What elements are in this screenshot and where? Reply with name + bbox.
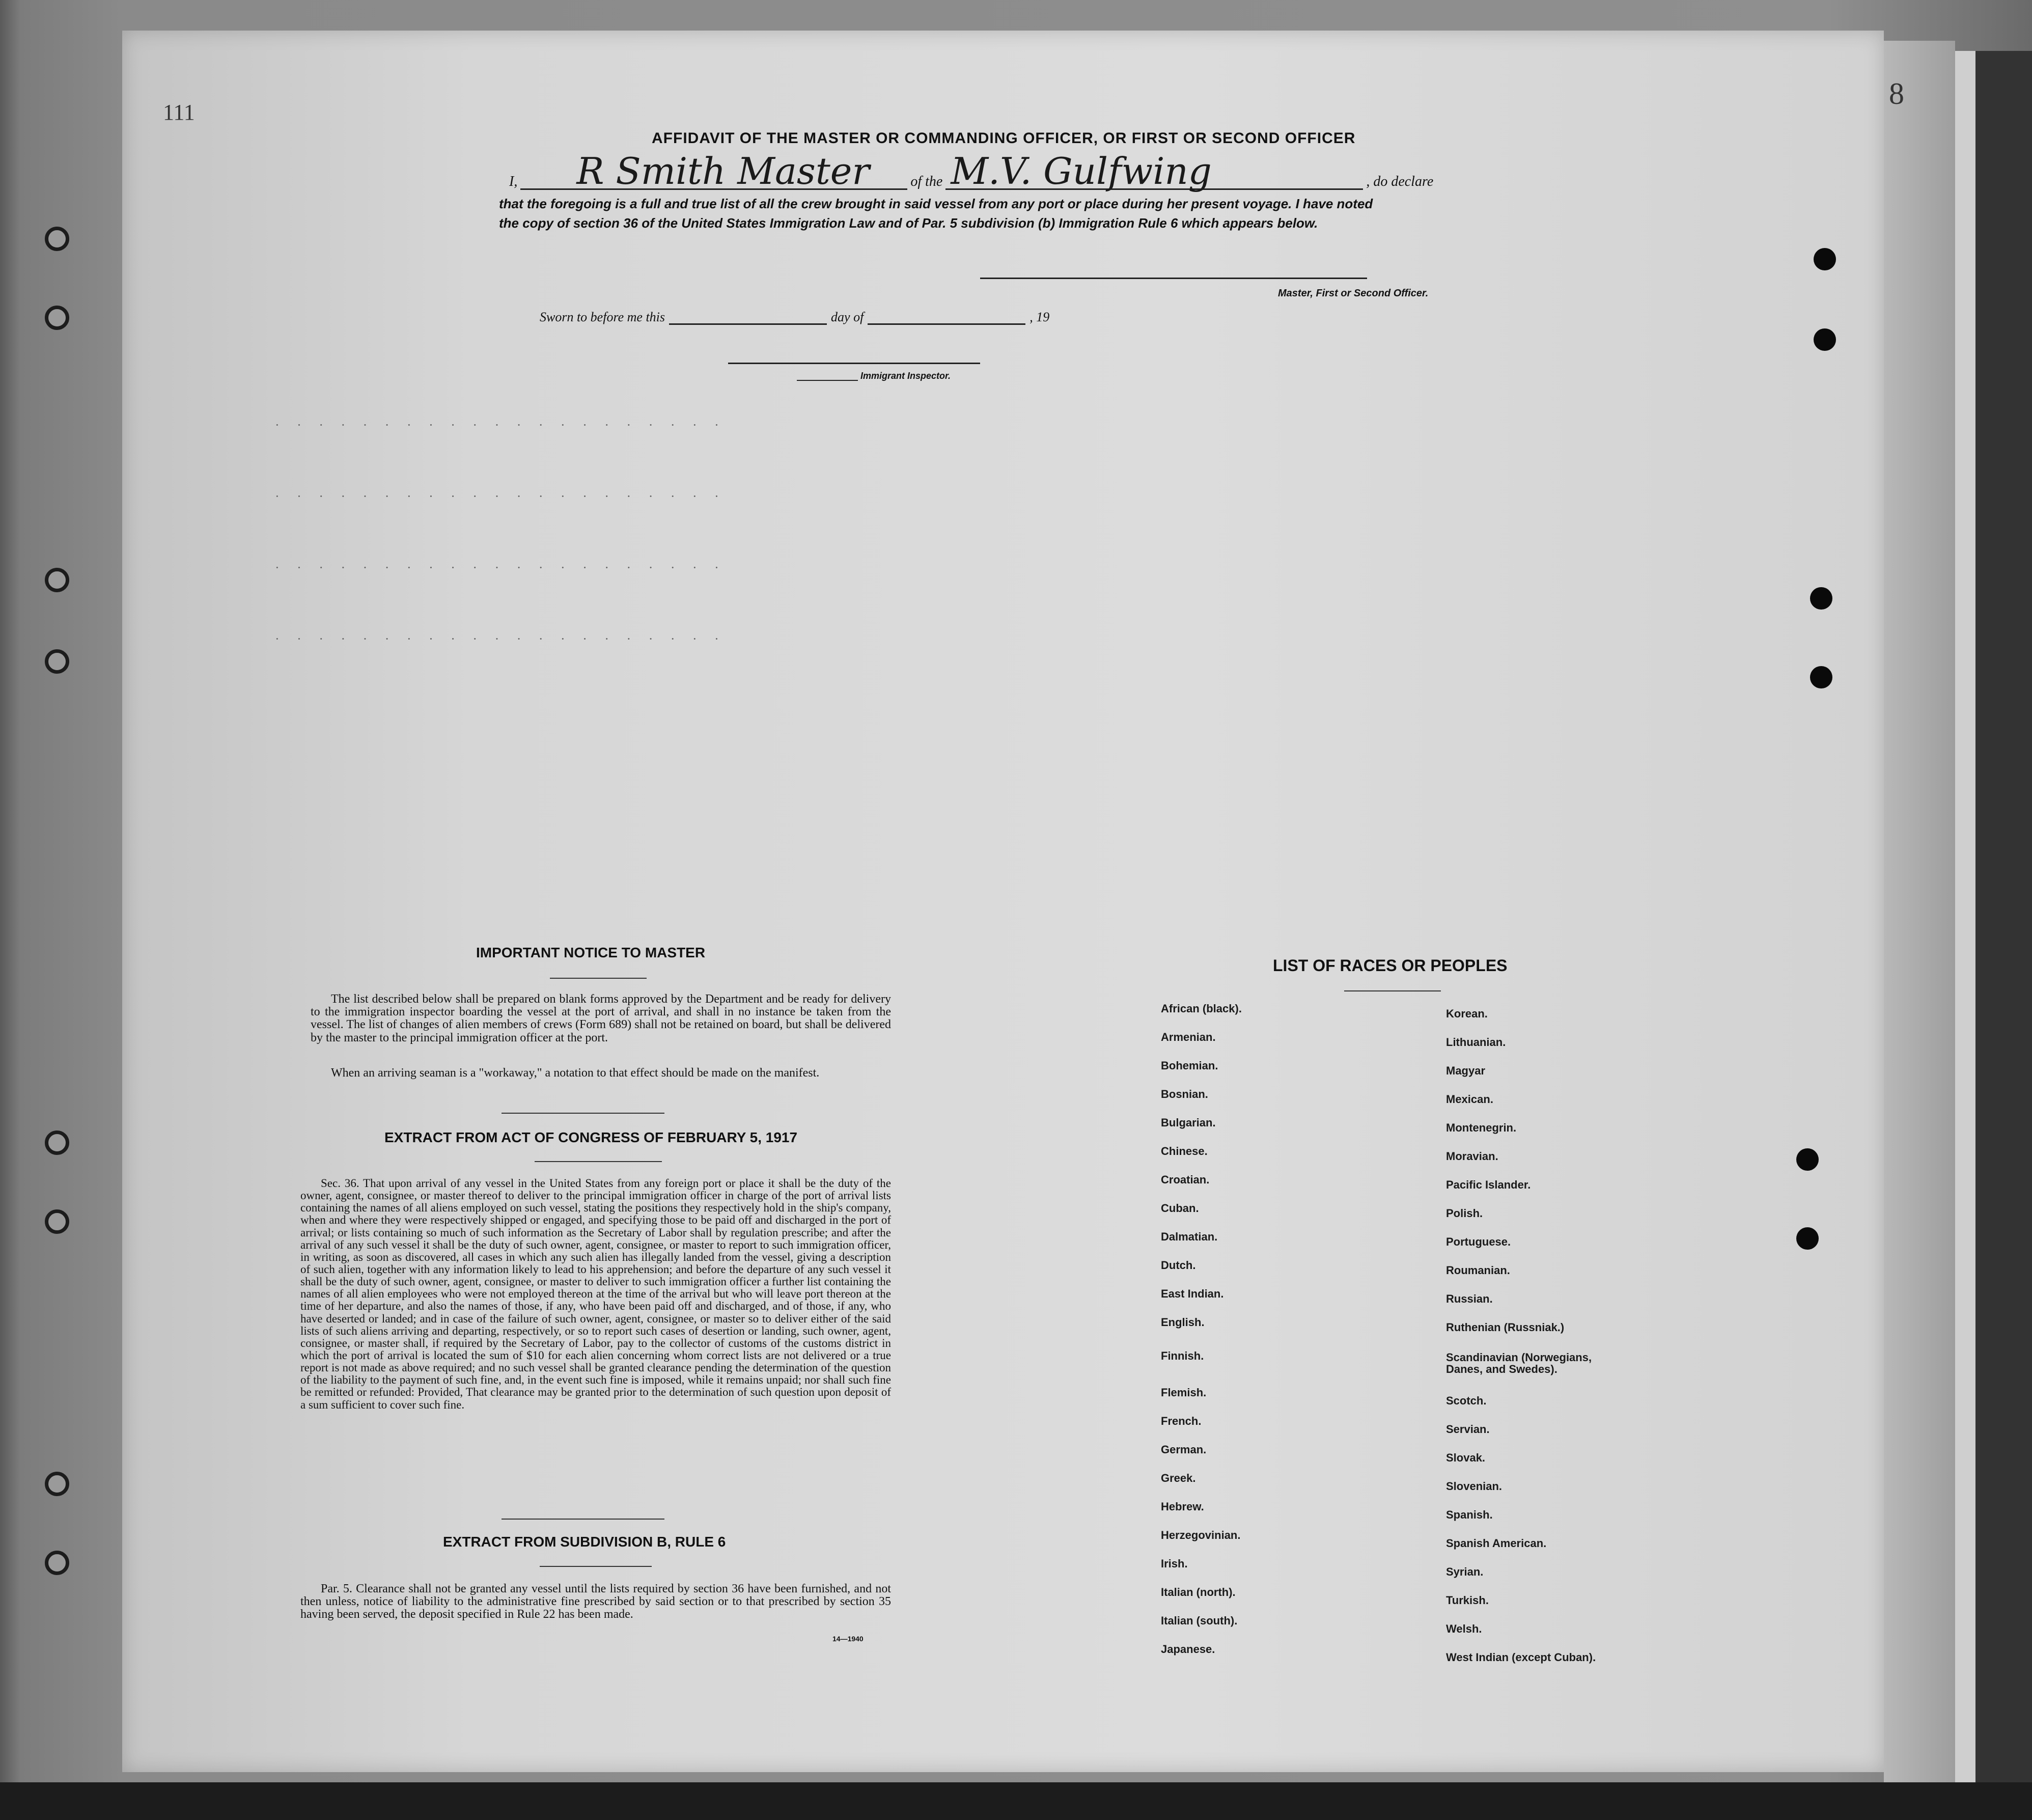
binding-strip <box>1884 41 1955 1782</box>
race-item: Welsh. <box>1446 1622 1482 1635</box>
sworn-day-field[interactable] <box>669 308 827 325</box>
page-number: 8 <box>1889 77 1904 111</box>
punch-hole-icon <box>45 568 69 592</box>
race-item: Dalmatian. <box>1161 1230 1218 1243</box>
vessel-name-field[interactable] <box>945 150 1363 192</box>
divider <box>502 1519 664 1520</box>
bleed-through-marks: · · · · · · · · · · · · · · · · · · · · · <box>275 418 726 432</box>
race-item: Scotch. <box>1446 1394 1487 1407</box>
extract-act-body: Sec. 36. That upon arrival of any vessel in the United States from any foreign port or place it shall be the duty of the owner, agent, consignee, or master thereof to deliver to the principal immigration officer in charge of the port of arrival lists containing the names of all aliens employed on such vessel, stating the positions they respectively hold in the ship's company, when and where they were respectively shipped or engaged, and specifying those to be paid off and discharged in the port of arrival; or lists containing so much of such information as the Secretary of Labor shall by regulation prescribe; and after the arrival of any such vessel it shall be the duty of such owner, agent, consignee, or master to report to such immigration officer, in writing, as soon as discovered, all cases in which any such alien has illegally landed from the vessel, giving a description of such alien, together with any information likely to lead to his apprehension; and before the departure of any such vessel it shall be the duty of such owner, agent, consignee, or master to deliver to such immigration officer a further list containing the names of all alien employees who were not employed thereon at the time of the arrival but who will leave port thereon at the time of her departure, and also the names of those, if any, who have been paid off and discharged, and of those, if any, who have deserted or landed; and in case of the failure of such owner, agent, consignee, or master so to deliver either of the said lists of such aliens arriving and departing, respectively, or so to report such cases of desertion or landing, such owner, agent, consignee, or master shall, if required by the Secretary of Labor, pay to the collector of customs of the customs district in which the port of arrival is located the sum of $10 for each alien concerning whom correct lists are not delivered or a true report is not made as above required; and no such vessel shall be granted clearance pending the determination of the question of the liability to the payment of such fine, and, in the event such fine is imposed, while it remains unpaid; nor shall such fine be remitted or refunded: Provided, That clearance may be granted prior to the determination of such question upon deposit of a sum sufficient to cover such fine. <box>300 1177 891 1411</box>
race-item: Montenegrin. <box>1446 1121 1517 1134</box>
punch-hole-icon <box>1814 328 1836 351</box>
race-item: Cuban. <box>1161 1202 1199 1215</box>
inspector-signature-line[interactable] <box>728 363 980 364</box>
race-item: Scandinavian (Norwegians, Danes, and Swedes). <box>1446 1351 1592 1376</box>
bleed-through-marks: · · · · · · · · · · · · · · · · · · · · · <box>275 489 726 504</box>
race-item: Flemish. <box>1161 1386 1207 1399</box>
extract-rule-body: Par. 5. Clearance shall not be granted any vessel until the lists required by section 36 have been furnished, and not then unless, notice of liability to the administrative fine prescribed by said section or to that prescribed by section 35 having been served, the deposit specified in Rule 22 has been made. <box>300 1582 891 1621</box>
race-item: Spanish. <box>1446 1508 1493 1521</box>
race-item: Russian. <box>1446 1292 1493 1305</box>
race-item: Magyar <box>1446 1064 1486 1077</box>
race-item: Moravian. <box>1446 1150 1498 1163</box>
master-signature-line[interactable] <box>980 278 1367 279</box>
race-item: East Indian. <box>1161 1287 1224 1300</box>
extract-rule-title: EXTRACT FROM SUBDIVISION B, RULE 6 <box>443 1534 726 1550</box>
race-item: Armenian. <box>1161 1031 1216 1043</box>
punch-hole-icon <box>45 306 69 330</box>
punch-hole-icon <box>45 227 69 251</box>
declaration-line-1: that the foregoing is a full and true list of all the crew brought in said vessel from any port or place during her present voyage. I have noted <box>499 196 1373 211</box>
notice-paragraph-1: The list described below shall be prepared on blank forms approved by the Department and be ready for delivery to the immigration inspector boarding the vessel at the port of arrival, and shall in no instance be taken from the vessel. The list of changes of alien members of crews (Form 689) shall not be retained on board, but shall be delivered by the master to the principal immigration officer at the port. <box>311 992 891 1044</box>
sworn-month-field[interactable] <box>868 308 1025 325</box>
race-item: Hebrew. <box>1161 1500 1204 1513</box>
punch-hole-icon <box>45 649 69 674</box>
day-of-label: day of <box>831 310 864 324</box>
master-name-field[interactable] <box>520 150 907 192</box>
race-item: Chinese. <box>1161 1145 1208 1157</box>
affidavit-title: AFFIDAVIT OF THE MASTER OR COMMANDING OFFICER, OR FIRST OR SECOND OFFICER <box>652 130 1356 147</box>
master-officer-label: Master, First or Second Officer. <box>1278 288 1429 299</box>
divider <box>502 1113 664 1114</box>
of-the-label: of the <box>910 174 943 189</box>
divider <box>550 978 647 979</box>
scan-right-border <box>1975 51 2032 1820</box>
punch-hole-icon <box>45 1472 69 1496</box>
race-item: Turkish. <box>1446 1594 1489 1607</box>
year-prefix-label: , 19 <box>1029 310 1050 324</box>
races-list-title: LIST OF RACES OR PEOPLES <box>1273 956 1508 975</box>
race-item: Slovak. <box>1446 1451 1486 1464</box>
race-item: Bohemian. <box>1161 1059 1218 1072</box>
inspector-underline <box>797 380 858 381</box>
race-item: Irish. <box>1161 1557 1188 1570</box>
races-left-column <box>1161 1002 1339 1671</box>
race-item: Italian (north). <box>1161 1586 1236 1598</box>
divider <box>540 1566 652 1567</box>
affidavit-declaration-line <box>509 150 1434 192</box>
punch-hole-icon <box>1814 248 1836 270</box>
divider <box>1344 990 1441 991</box>
race-item: German. <box>1161 1443 1207 1456</box>
race-item: Lithuanian. <box>1446 1036 1506 1049</box>
punch-hole-icon <box>45 1551 69 1575</box>
notice-title: IMPORTANT NOTICE TO MASTER <box>476 945 706 960</box>
race-item: Croatian. <box>1161 1173 1210 1186</box>
race-item: Greek. <box>1161 1472 1196 1484</box>
punch-hole-icon <box>1810 587 1832 610</box>
extract-act-title: EXTRACT FROM ACT OF CONGRESS OF FEBRUARY 5, 1917 <box>384 1129 798 1145</box>
race-item: Italian (south). <box>1161 1614 1238 1627</box>
race-item: Korean. <box>1446 1007 1488 1020</box>
race-item: Servian. <box>1446 1423 1490 1436</box>
sworn-label: Sworn to before me this <box>540 310 665 324</box>
punch-hole-icon <box>1796 1227 1819 1250</box>
race-item: Dutch. <box>1161 1259 1196 1272</box>
race-item: Slovenian. <box>1446 1480 1502 1493</box>
race-item: English. <box>1161 1316 1205 1329</box>
punch-hole-icon <box>1810 666 1832 688</box>
race-item: French. <box>1161 1415 1202 1427</box>
race-item: Herzegovinian. <box>1161 1529 1241 1541</box>
master-signature: R Smith Master <box>576 150 870 192</box>
notice-paragraph-2: When an arriving seaman is a "workaway," a notation to that effect should be made on the manifest. <box>331 1066 820 1080</box>
race-item: Polish. <box>1446 1207 1483 1220</box>
race-item: Portuguese. <box>1446 1235 1511 1248</box>
sworn-line <box>540 308 1049 325</box>
declaration-line-2: the copy of section 36 of the United States Immigration Law and of Par. 5 subdivision (b) Immigration Rule 6 which appears below. <box>499 215 1318 231</box>
do-declare-label: , do declare <box>1366 174 1434 189</box>
bleed-through-marks: · · · · · · · · · · · · · · · · · · · · · <box>275 631 726 646</box>
punch-hole-icon <box>45 1130 69 1155</box>
form-number: 14—1940 <box>832 1635 864 1643</box>
immigrant-inspector-label: Immigrant Inspector. <box>860 371 951 381</box>
page-marker: 111 <box>163 100 195 125</box>
race-item: West Indian (except Cuban). <box>1446 1651 1596 1664</box>
race-item: Roumanian. <box>1446 1264 1510 1277</box>
race-item: Finnish. <box>1161 1349 1204 1362</box>
race-item: African (black). <box>1161 1002 1242 1015</box>
race-item: Syrian. <box>1446 1565 1484 1578</box>
scan-bottom-border <box>0 1782 2032 1820</box>
i-label: I, <box>509 174 518 189</box>
race-item: Bosnian. <box>1161 1088 1208 1100</box>
race-item: Bulgarian. <box>1161 1116 1216 1129</box>
sheet-right-edge <box>1955 51 1975 1793</box>
race-item: Japanese. <box>1161 1643 1215 1656</box>
race-item: Ruthenian (Russniak.) <box>1446 1321 1565 1334</box>
punch-hole-icon <box>45 1209 69 1234</box>
race-item: Mexican. <box>1446 1093 1493 1106</box>
races-right-column <box>1446 1007 1639 1679</box>
race-item: Pacific Islander. <box>1446 1178 1531 1191</box>
race-item: Spanish American. <box>1446 1537 1547 1550</box>
punch-hole-icon <box>1796 1148 1819 1171</box>
divider <box>535 1161 662 1162</box>
vessel-name-handwritten: M.V. Gulfwing <box>951 150 1212 192</box>
bleed-through-marks: · · · · · · · · · · · · · · · · · · · · · <box>275 560 726 575</box>
